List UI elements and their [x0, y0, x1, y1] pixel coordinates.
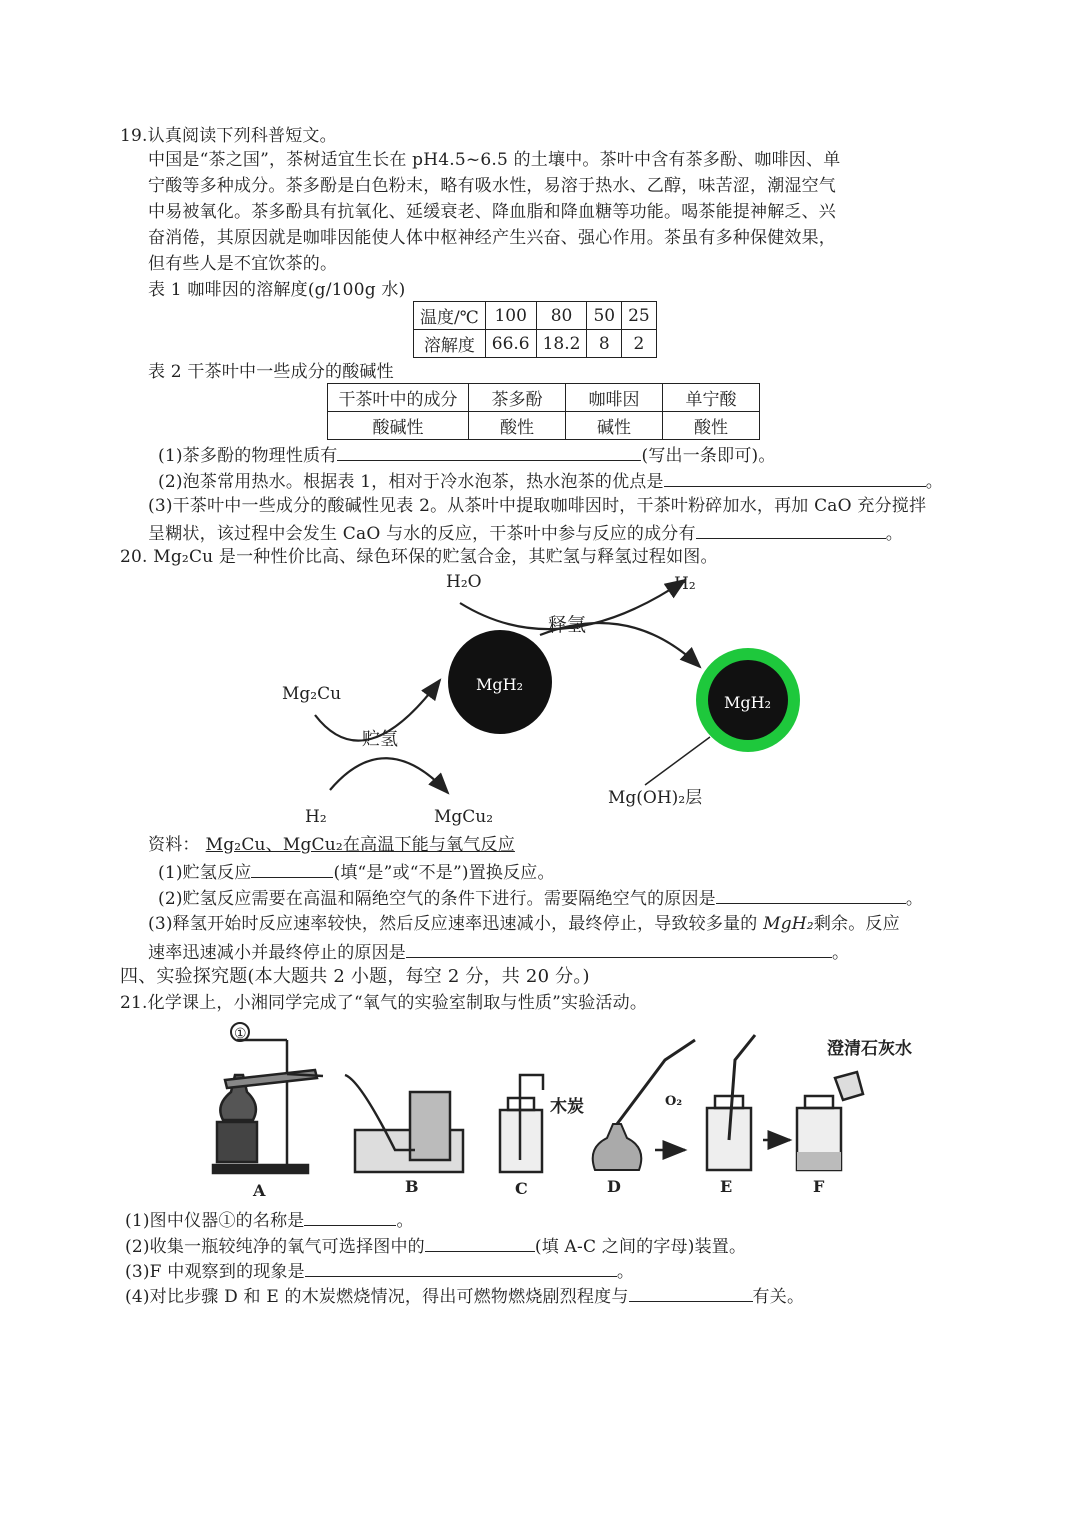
q19-para-line-2: 宁酸等多种成分。茶多酚是白色粉末，略有吸水性，易溶于热水、乙醇，味苦涩，潮湿空气 — [148, 176, 836, 196]
q21-sub3 — [125, 1258, 634, 1284]
label-h2o: H₂O — [446, 572, 482, 592]
apparatus-f — [797, 1072, 863, 1170]
q21-sub4 — [125, 1283, 804, 1309]
apparatus-c — [500, 1075, 543, 1172]
label-h2-top: H₂ — [674, 574, 696, 594]
table1-cell: 80 — [536, 302, 587, 330]
q19-sub3-line2 — [148, 520, 903, 546]
label-c: C — [515, 1179, 528, 1198]
label-mgh2-a: MgH₂ — [476, 675, 523, 694]
q21-sub3-text: (3)F 中观察到的现象是 — [125, 1262, 305, 1282]
label-circle-one: ① — [234, 1026, 247, 1042]
q21-sub4-text: (4)对比步骤 D 和 E 的木炭燃烧情况，得出可燃物燃烧剧烈程度与 — [125, 1287, 629, 1307]
table2-cell: 碱性 — [566, 412, 663, 440]
q21-sub3-tail: 。 — [616, 1262, 635, 1282]
table1-caption: 表 1 咖啡因的溶解度(g/100g 水) — [148, 280, 406, 300]
q21-sub2-text: (2)收集一瓶较纯净的氧气可选择图中的 — [125, 1237, 425, 1257]
q21-sub1-text: (1)图中仪器①的名称是 — [125, 1211, 305, 1231]
label-store: 贮氢 — [362, 729, 398, 750]
q20-sub1-tail: (填“是”或“不是”)置换反应。 — [333, 863, 555, 883]
label-e: E — [720, 1177, 733, 1196]
table1-cell: 温度/℃ — [414, 302, 486, 330]
label-b: B — [405, 1177, 419, 1196]
label-d: D — [607, 1177, 621, 1196]
table1-caffeine-solubility — [413, 301, 657, 358]
table1-cell: 2 — [622, 330, 657, 358]
q21-sub2-tail: (填 A-C 之间的字母)装置。 — [534, 1237, 747, 1257]
label-a: A — [253, 1181, 266, 1200]
q19-sub1-text: (1)茶多酚的物理性质有 — [158, 446, 338, 466]
label-mgcu2: MgCu₂ — [434, 807, 494, 827]
q20-title: 20. Mg₂Cu 是一种性价比高、绿色环保的贮氢合金，其贮氢与释氢过程如图。 — [120, 547, 718, 567]
q21-sub1-tail: 。 — [396, 1211, 414, 1231]
label-limewater: 澄清石灰水 — [827, 1039, 912, 1059]
info-text: Mg₂Cu、MgCu₂在高温下能与氧气反应 — [205, 835, 515, 855]
q19-para-line-4: 奋消倦，其原因就是咖啡因能使人体中枢神经产生兴奋、强心作用。茶虽有多种保健效果， — [148, 228, 836, 248]
answer-blank[interactable] — [664, 468, 926, 487]
q21-sub1 — [125, 1207, 414, 1233]
q19-sub3-text: 呈糊状，该过程中会发生 CaO 与水的反应，干茶叶中参与反应的成分有 — [148, 524, 696, 544]
answer-blank[interactable] — [716, 885, 906, 904]
table1-cell: 50 — [587, 302, 622, 330]
label-f: F — [813, 1177, 825, 1196]
label-release: 释氢 — [548, 614, 587, 636]
answer-blank[interactable] — [629, 1283, 753, 1302]
answer-blank[interactable] — [337, 442, 641, 461]
answer-blank[interactable] — [696, 520, 886, 539]
q20-sub3-tail: 剩余。反应 — [813, 914, 900, 934]
q19-title: 19.认真阅读下列科普短文。 — [120, 126, 337, 146]
table2-cell: 酸性 — [663, 412, 760, 440]
q19-para-line-1: 中国是“茶之国”，茶树适宜生长在 pH4.5~6.5 的土壤中。茶叶中含有茶多酚、咖啡因、单 — [148, 150, 841, 170]
answer-blank[interactable] — [305, 1258, 617, 1277]
table2-cell: 茶多酚 — [469, 384, 566, 412]
table1-cell: 溶解度 — [414, 330, 486, 358]
q20-sub2 — [158, 885, 923, 911]
q21-title: 21.化学课上，小湘同学完成了“氧气的实验室制取与性质”实验活动。 — [120, 993, 648, 1013]
q20-sub2-text: (2)贮氢反应需要在高温和隔绝空气的条件下进行。需要隔绝空气的原因是 — [158, 889, 716, 909]
q19-sub1-tail: (写出一条即可)。 — [641, 446, 776, 466]
q20-sub3-text: (3)释氢开始时反应速率较快，然后反应速率迅速减小，最终停止，导致较多量的 — [148, 914, 758, 934]
q20-sub1 — [158, 859, 555, 885]
table2-cell: 干茶叶中的成分 — [328, 384, 469, 412]
q19-sub2-tail: 。 — [925, 472, 943, 492]
answer-blank[interactable] — [251, 859, 333, 878]
label-mg2cu: Mg₂Cu — [282, 684, 342, 704]
table2-cell: 单宁酸 — [663, 384, 760, 412]
table1-cell: 100 — [485, 302, 536, 330]
apparatus-e — [707, 1035, 790, 1170]
q19-sub1 — [158, 442, 776, 468]
q19-sub3-line1: (3)干茶叶中一些成分的酸碱性见表 2。从茶叶中提取咖啡因时，干茶叶粉碎加水，再加 CaO 充分搅拌 — [148, 496, 927, 516]
label-mgoh2-layer: Mg(OH)₂层 — [608, 788, 703, 808]
q20-sub3-line2 — [148, 939, 849, 965]
label-mgh2-b: MgH₂ — [724, 693, 771, 712]
answer-blank[interactable] — [425, 1233, 535, 1252]
table1-cell: 25 — [622, 302, 657, 330]
q20-sub3-text2: 速率迅速减小并最终停止的原因是 — [148, 943, 406, 963]
table2-cell: 酸性 — [469, 412, 566, 440]
info-label: 资料： — [148, 835, 200, 855]
hydrogen-storage-diagram — [270, 565, 830, 830]
label-h2-bottom: H₂ — [305, 807, 327, 827]
q20-sub3-end: 。 — [832, 943, 850, 963]
q19-sub2-text: (2)泡茶常用热水。根据表 1，相对于冷水泡茶，热水泡茶的优点是 — [158, 472, 664, 492]
q20-sub3-formula: MgH₂ — [763, 914, 814, 934]
label-o2: O₂ — [665, 1094, 683, 1109]
answer-blank[interactable] — [304, 1207, 396, 1226]
answer-blank[interactable] — [406, 939, 832, 958]
table1-cell: 18.2 — [536, 330, 587, 358]
q20-sub1-text: (1)贮氢反应 — [158, 863, 252, 883]
table1-cell: 8 — [587, 330, 622, 358]
q19-para-line-3: 中易被氧化。茶多酚具有抗氧化、延缓衰老、降血脂和降血糖等功能。喝茶能提神解乏、兴 — [148, 202, 836, 222]
q19-sub2 — [158, 468, 943, 494]
oxygen-apparatus-figure — [195, 1020, 912, 1200]
table2-cell: 酸碱性 — [328, 412, 469, 440]
layer-pointer-line — [645, 737, 710, 785]
apparatus-a — [213, 1040, 323, 1173]
q21-sub2 — [125, 1233, 746, 1259]
table2-caption: 表 2 干茶叶中一些成分的酸碱性 — [148, 362, 394, 382]
table2-acidity — [327, 383, 760, 440]
table2-cell: 咖啡因 — [566, 384, 663, 412]
q20-info — [148, 833, 575, 857]
q19-para-line-5: 但有些人是不宜饮茶的。 — [148, 254, 338, 274]
section4-heading: 四、实验探究题(本大题共 2 小题，每空 2 分，共 20 分。) — [120, 966, 590, 987]
table1-cell: 66.6 — [485, 330, 536, 358]
q20-sub2-tail: 。 — [905, 889, 924, 909]
q21-sub4-tail: 有关。 — [752, 1287, 805, 1307]
label-charcoal: 木炭 — [550, 1097, 584, 1117]
store-arrow-h2-to-mgcu2 — [330, 758, 448, 793]
apparatus-b — [345, 1075, 463, 1172]
q19-sub3-tail: 。 — [885, 524, 903, 544]
q20-sub3-line1 — [148, 912, 900, 936]
